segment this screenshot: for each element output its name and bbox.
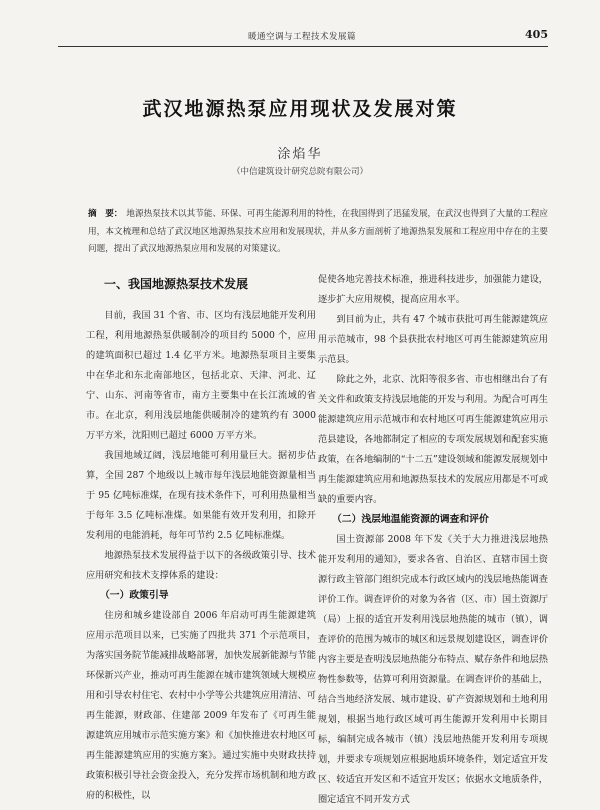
author-affiliation: （中信建筑设计研究总院有限公司） xyxy=(231,167,368,177)
running-header xyxy=(58,30,548,44)
article-title: 武汉地源热泵应用现状及发展对策 xyxy=(142,98,458,120)
paragraph: 国土资源部 2008 年下发《关于大力推进浅层地热能开发利用的通知》，要求各省、自治区、直辖市国土资源行政主管部门组织完成本行政区域内的浅层地热能调查评价工作。调查评价的对象为各省（区、市）国土资源厅（局）上报的适宜开发利用浅层地热能的城市（镇），调查评价的范围为城市的城区和远景规划建设区，调查评价内容主要是查明浅层地热能分布特点、赋存条件和地层热物性参数等，估算可利用资源量。在调查评价的基础上，结合当地经济发展、城市建设、矿产资源规划和土地利用规划，根据当地行政区域可再生能源开发利用中长期目标，编制完成各城市（镇）浅层地热能开发利用专项规划，并要求专项规划应根据地质环境条件，划定适宜开发区、较适宜开发区和不适宜开发区；依据水文地质条件，圈定适宜不同开发方式 xyxy=(318,534,548,805)
paragraph: 目前，我国 31 个省、市、区均有浅层地能开发利用工程，利用地源热泵供暖制冷的项目约 5000 个，应用的建筑面积已超过 1.4 亿平方米。地源热泵项目主要集中在华北和东北南部地区，包括北京、天津、河北、辽宁、山东、河南等省市，南方主要集中在长江流域的省市。在北京，利用浅层地能供暖制冷的建筑约有 3000 万平方米，沈阳则已超过 6000 万平方米。 xyxy=(86,310,316,441)
paragraph-continued: 促使各地完善技术标准，推进科技进步，加强能力建设，逐步扩大应用规模，提高应用水平。 xyxy=(318,274,548,305)
paragraph: 地源热泵技术发展得益于以下的各级政策引导、技术应用研究和技术支撑体系的建设： xyxy=(86,550,316,581)
left-column xyxy=(86,275,316,806)
section-heading-1: 一、我国地源热泵技术发展 xyxy=(104,277,249,291)
paragraph: 到目前为止，共有 47 个城市获批可再生能源建筑应用示范城市，98 个县获批农村地区可再生能源建筑应用示范县。 xyxy=(318,314,548,365)
abstract-text: 地源热泵技术以其节能、环保、可再生能源利用的特性，在我国得到了迅猛发展，在武汉也得到了大量的工程应用，本文梳理和总结了武汉地区地源热泵技术应用和发展现状，并从多方面剖析了地源热泵发展和工程应用中存在的主要问题，提出了武汉地源热泵应用和发展的对策建议。 xyxy=(88,209,548,254)
paragraph: 住房和城乡建设部自 2006 年启动可再生能源建筑应用示范项目以来，已实施了四批共 371 个示范项目，为落实国务院节能减排战略部署，加快发展新能源与节能环保新兴产业，推动可再生能源在城市建筑领域大规模应用和引导农村住宅、农村中小学等公共建筑应用清洁、可再生能源，财政部、住建部 2009 年发布了《可再生能源建筑应用城市示范实施方案》和《加快推进农村地区可再生能源建筑应用的实施方案》。通过实施中央财政扶持政策积极引导社会资金投入，充分发挥市场机制和地方政府的积极性，以 xyxy=(86,610,316,801)
author-name: 涂焰华 xyxy=(277,147,323,162)
header-rule xyxy=(58,46,548,47)
right-column xyxy=(318,270,548,810)
abstract-label: 摘 要： xyxy=(88,209,123,219)
paragraph: 我国地域辽阔，浅层地能可利用量巨大。据初步估算，全国 287 个地级以上城市每年浅层地能资源量相当于 95 亿吨标准煤，在现有技术条件下，可利用热量相当于每年 3.5 亿吨标准煤。如果能有效开发利用，扣除开发利用的电能消耗，每年可节约 2.5 亿吨标准煤。 xyxy=(86,450,316,541)
paragraph: 除此之外，北京、沈阳等很多省、市也相继出台了有关文件和政策支持浅层地能的开发与利用。为配合可再生能源建筑应用示范城市和农村地区可再生能源建筑应用示范县建设，各地都制定了相应的专项发展规划和配套实施政策，在各地编制的“十二五”建设领域和能源发展规划中再生能源建筑应用和地源热泵技术的发展应用都是不可或缺的重要内容。 xyxy=(318,374,548,505)
page-number: 405 xyxy=(525,28,548,41)
subsection-heading-policy: （一）政策引导 xyxy=(100,590,169,601)
abstract xyxy=(88,206,548,259)
subsection-heading-survey: （二）浅层地温能资源的调查和评价 xyxy=(332,514,489,525)
journal-name: 暖通空调与工程技术发展篇 xyxy=(248,32,357,42)
